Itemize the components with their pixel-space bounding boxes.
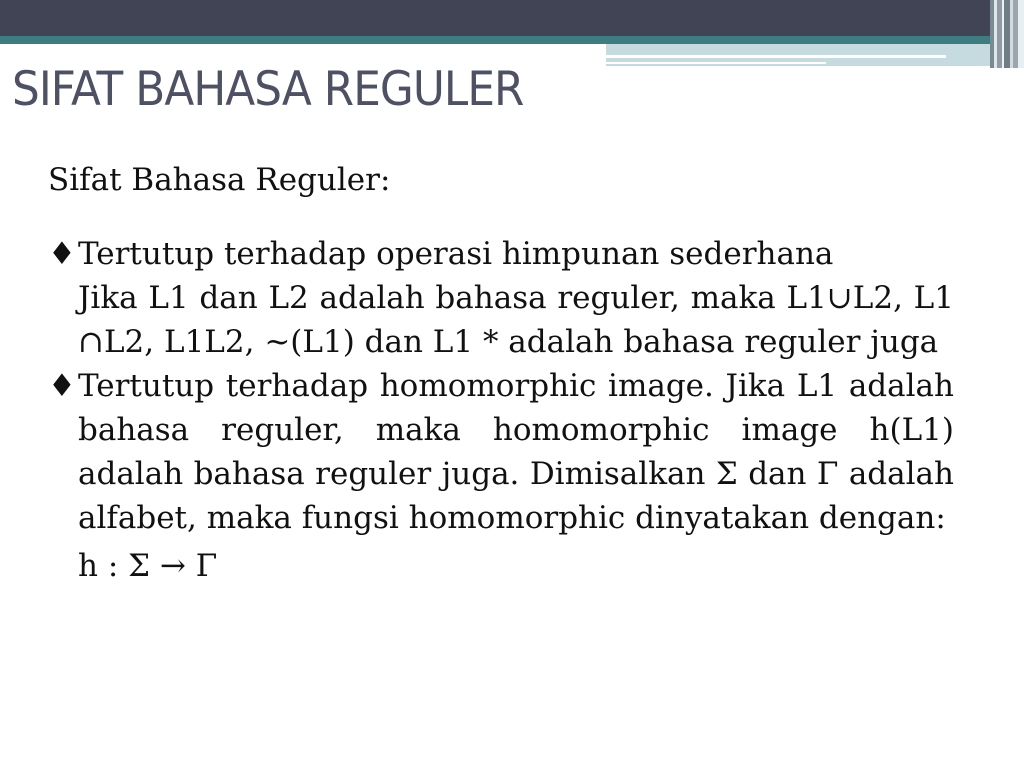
diamond-bullet-icon: ♦: [48, 236, 76, 272]
formula: h : Σ → Γ: [78, 548, 218, 584]
bullet-heading: Tertutup terhadap homomorphic image. Jika L1 adalah bahasa reguler, maka homomorphic image h(L1) adalah bahasa reguler juga. Dimisalkan Σ dan Γ adalah alfabet, maka fungsi homomorphic dinyatakan dengan:: [78, 368, 954, 536]
header-stripes-decoration: [990, 0, 1024, 68]
bullet-item: [48, 364, 954, 540]
header-title-tab: [0, 44, 606, 50]
slide-subtitle: Sifat Bahasa Reguler:: [48, 162, 391, 198]
bullet-body: Jika L1 dan L2 adalah bahasa reguler, maka L1∪L2, L1 ∩L2, L1L2, ~(L1) dan L1 * adalah bahasa reguler juga: [78, 280, 954, 360]
header-accent-line: [606, 55, 946, 58]
diamond-bullet-icon: ♦: [48, 368, 76, 404]
bullet-heading: Tertutup terhadap operasi himpunan sederhana: [78, 236, 834, 272]
slide-title: SIFAT BAHASA REGULER: [12, 62, 524, 117]
bullet-item: [48, 232, 954, 364]
header-accent-line-short: [606, 62, 826, 64]
header-band-dark: [0, 0, 1024, 36]
slide-content: [48, 158, 954, 588]
